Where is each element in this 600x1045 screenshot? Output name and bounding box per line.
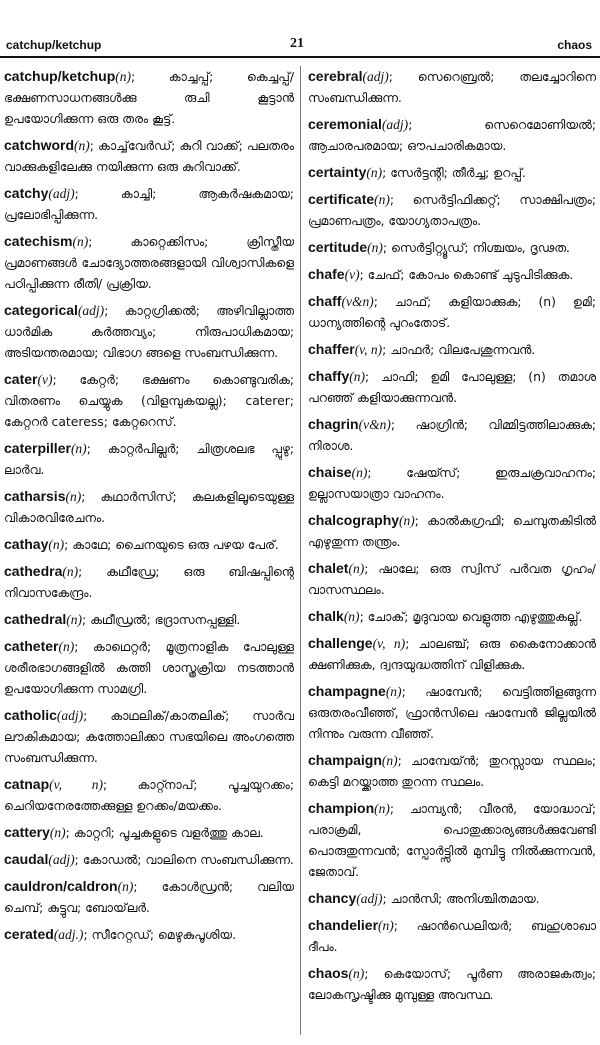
entry-definition: ; ചാഫ്; കളിയാക്കുക; (n) ഉമി; ധാന്യത്തിന്റെ പുറംതോട്. xyxy=(308,294,596,330)
entry-headword: chaff xyxy=(308,293,342,309)
entry-part-of-speech: (v, n) xyxy=(354,342,383,357)
entry-headword: catchword xyxy=(4,137,75,153)
column-divider xyxy=(300,66,301,1035)
entry-definition: ; കാറ്ററി; പൂച്ചകളുടെ വളർത്തു കാല. xyxy=(65,825,264,840)
entry-part-of-speech: (n) xyxy=(367,240,383,255)
dictionary-entry xyxy=(308,888,596,909)
entry-part-of-speech: (n) xyxy=(70,441,87,456)
entry-part-of-speech: (n) xyxy=(48,537,65,552)
dictionary-entry xyxy=(4,924,294,945)
dictionary-entry xyxy=(308,189,596,231)
entry-headword: chancy xyxy=(308,890,357,906)
entry-part-of-speech: (adj) xyxy=(381,117,409,132)
entry-part-of-speech: (n) xyxy=(381,753,398,768)
entry-headword: champaign xyxy=(308,752,382,768)
entry-part-of-speech: (v&n) xyxy=(358,417,391,432)
entry-definition: ; സെർട്ടിറ്റ്യൂഡ്; നിശ്ചയം, ദൃഢത. xyxy=(382,240,571,255)
entry-headword: ceremonial xyxy=(308,116,382,132)
dictionary-entry xyxy=(308,462,596,504)
dictionary-entry xyxy=(308,633,596,675)
entry-headword: caterpiller xyxy=(4,440,71,456)
entry-headword: chalcography xyxy=(308,512,400,528)
dictionary-entry xyxy=(308,237,596,258)
entry-part-of-speech: (adj) xyxy=(77,303,105,318)
entry-part-of-speech: (n) xyxy=(62,564,79,579)
entry-definition: ; ചോക്; മൃദുവായ വെളുത്ത എഴുത്തുകല്ല്. xyxy=(359,609,583,624)
entry-definition: ; കാൽകഗ്രഫി; ചെമ്പുതകിടിൽ എഴുതുന്ന തന്ത്രം. xyxy=(308,513,596,549)
entry-definition: ; സെറെബ്രൽ; തലച്ചോറിനെ സംബന്ധിക്കുന്ന. xyxy=(308,69,596,105)
entry-part-of-speech: (adj) xyxy=(362,69,389,84)
entry-part-of-speech: (adj) xyxy=(356,891,383,906)
entry-part-of-speech: (n) xyxy=(348,561,365,576)
dictionary-entry xyxy=(4,534,294,555)
entry-headword: champion xyxy=(308,800,375,816)
entry-headword: certainty xyxy=(308,164,367,180)
entry-part-of-speech: (n) xyxy=(74,138,90,153)
dictionary-entry xyxy=(4,849,294,870)
header-right-guideword: chaos xyxy=(557,38,592,52)
entry-headword: cathay xyxy=(4,536,49,552)
dictionary-entry xyxy=(308,681,596,744)
entry-part-of-speech: (n) xyxy=(343,609,360,624)
entry-part-of-speech: (v&n) xyxy=(341,294,374,309)
dictionary-entry xyxy=(4,369,294,432)
entry-definition: ; ചേഫ്; കോപം കൊണ്ട് ചുടുപിടിക്കുക. xyxy=(359,267,574,282)
entry-definition: ; കാച്ച്‌വേർഡ്; കുറി വാക്ക്; പലതരം വാക്കുകളിലേക്കു നയിക്കുന്ന ഒരു കുറിവാക്ക്. xyxy=(4,138,294,174)
entry-definition: ; കോൾഡ്രൻ; വലിയ ചെമ്പ്; കുട്ടുവ; ബോയ്‌ലർ. xyxy=(4,879,294,915)
entry-definition: ; ഷാൻഡെലിയർ; ബഹുശാഖാ ദീപം. xyxy=(308,918,596,954)
entry-definition: ; ചാമ്പേയ്ൻ; തുറസ്സായ സ്ഥലം; കെട്ടി മറയ്ക്കാത്ത തുറന്ന സ്ഥലം. xyxy=(308,753,596,789)
page-header xyxy=(0,0,600,58)
entry-part-of-speech: (n) xyxy=(65,489,82,504)
entry-definition: ; കേറ്റർ; ഭക്ഷണം കൊണ്ടുവരിക; വിതരണം ചെയ്യുക (വിളമ്പുകയല്ല); caterer; കേറ്ററർ cateress; കേറ്ററെസ്. xyxy=(4,372,294,429)
entry-part-of-speech: (n) xyxy=(349,369,365,384)
entry-definition: ; കഥീഡ്രേ; ഒരു ബിഷപ്പിന്റെ നിവാസകേന്ദ്രം. xyxy=(4,564,294,600)
entry-definition: ; കാറ്റഗ്രിക്കൽ; അഴിവില്ലാത്ത ധാർമിക കർത്തവ്യം; നിരുപാധികമായ; അടിയന്തരമായ; വിഭാഗ ങ്ങളെ സംബന്ധിക്കുന്ന. xyxy=(4,303,294,360)
dictionary-entry xyxy=(4,636,294,699)
entry-headword: champagne xyxy=(308,683,386,699)
entry-definition: ; കാറ്റെക്കിസം; ക്രിസ്തീയ പ്രമാണങ്ങൾ ചോദ്യോത്തരങ്ങളായി വിശ്വാസികളെ പഠിപ്പിക്കുന്ന രീതി/ പ്രക്രിയ. xyxy=(4,234,294,291)
entry-definition: ; ചാലഞ്ച്; ഒരു കൈനോക്കാൻ ക്ഷണിക്കുക, ദ്വന്ദയുദ്ധത്തിന് വിളിക്കുക. xyxy=(308,636,596,672)
entry-definition: ; സേർട്ടന്റി; തീർച്ച; ഉറപ്പ്. xyxy=(382,165,526,180)
dictionary-entry xyxy=(308,606,596,627)
entry-headword: certitude xyxy=(308,239,368,255)
entry-headword: categorical xyxy=(4,302,78,318)
entry-definition: ; ചാഫി; ഉമി പോലുള്ള; (n) തമാശ പറഞ്ഞ് കളിയാക്കുന്നവൻ. xyxy=(308,369,596,405)
dictionary-entry xyxy=(4,231,294,294)
entry-part-of-speech: (adj) xyxy=(48,186,75,201)
entry-headword: catchy xyxy=(4,185,49,201)
entry-definition: ; കാറ്റ്നാപ്; പൂച്ചയുറക്കം; ചെറിയനേരത്തേക്കുള്ള ഉറക്കം/മയക്കം. xyxy=(4,777,294,813)
dictionary-entry xyxy=(308,414,596,456)
entry-part-of-speech: (adj) xyxy=(56,708,84,723)
dictionary-entry xyxy=(308,162,596,183)
entry-definition: ; കാറ്റർപില്ലർ; ചിത്രശലഭ പ്പുഴു; ലാർവ. xyxy=(4,441,294,477)
entry-part-of-speech: (n) xyxy=(49,825,66,840)
entry-headword: catholic xyxy=(4,707,57,723)
entry-part-of-speech: (n) xyxy=(72,234,89,249)
dictionary-entry xyxy=(4,300,294,363)
entry-definition: ; കോഡൽ; വാലിനെ സംബന്ധിക്കുന്ന. xyxy=(74,852,294,867)
dictionary-entry xyxy=(4,876,294,918)
right-column xyxy=(308,66,596,1039)
entry-headword: chaffy xyxy=(308,368,350,384)
entry-definition: ; സെറെമോണിയൽ; ആചാരപരമായ; ഔപചാരികമായ. xyxy=(308,117,596,153)
entry-part-of-speech: (v, n) xyxy=(372,636,406,651)
entry-definition: ; ഷാഗ്രിൻ; വിമ്മിട്ടത്തിലാക്കുക; നിരാശ. xyxy=(308,417,596,453)
entry-definition: ; കെയോസ്; പൂർണ അരാജകത്വം; ലോകസൃഷ്ടിക്കു മുമ്പുള്ള അവസ്ഥ. xyxy=(308,966,596,1002)
entry-headword: cerated xyxy=(4,926,54,942)
dictionary-entry xyxy=(308,264,596,285)
entry-definition: ; കഥാർസിസ്; കലകളിലൂടെയുള്ള വികാരവിരേചനം. xyxy=(4,489,294,525)
entry-definition: ; കാഥലിക്/കാതലിക്; സാർവ ലൗകികമായ; കത്തോലിക്കാ സഭയിലെ അംഗത്തെ സംബന്ധിക്കുന്ന. xyxy=(4,708,294,765)
dictionary-entry xyxy=(308,798,596,882)
page-number: 21 xyxy=(290,36,304,51)
dictionary-entry xyxy=(4,561,294,603)
entry-definition: ; സെർട്ടിഫിക്കറ്റ്; സാക്ഷിപത്രം; പ്രമാണപത്രം, യോഗ്യതാപത്രം. xyxy=(308,192,596,228)
entry-part-of-speech: (v) xyxy=(37,372,53,387)
left-column xyxy=(4,66,294,1039)
dictionary-entry xyxy=(308,750,596,792)
entry-headword: cattery xyxy=(4,824,50,840)
entry-headword: cerebral xyxy=(308,68,363,84)
entry-headword: cathedra xyxy=(4,563,63,579)
dictionary-entry xyxy=(4,438,294,480)
dictionary-entry xyxy=(308,291,596,333)
entry-part-of-speech: (n) xyxy=(58,639,75,654)
entry-part-of-speech: (n) xyxy=(378,918,394,933)
entry-headword: chaise xyxy=(308,464,352,480)
entry-definition: ; കാച്ചി; ആകർഷകമായ; പ്രലോഭിപ്പിക്കുന്ന. xyxy=(4,186,294,222)
dictionary-entry xyxy=(308,558,596,600)
entry-definition: ; കാച്ചപ്പ്; കെച്ചപ്പ്/ ഭക്ഷണസാധനങ്ങൾക്കു രുചി കൂട്ടാൻ ഉപയോഗിക്കുന്ന ഒരു തരം കൂട്ട്. xyxy=(4,69,294,126)
dictionary-entry xyxy=(308,915,596,957)
dictionary-entry xyxy=(4,135,294,177)
header-left-guideword: catchup/ketchup xyxy=(6,38,102,52)
entry-part-of-speech: (n) xyxy=(117,879,134,894)
entry-definition: ; ചാഫർ; വിലപേശുന്നവൻ. xyxy=(382,342,536,357)
entry-definition: ; കാഥേ; ചൈനയുടെ ഒരു പഴയ പേര്. xyxy=(64,537,279,552)
entry-headword: catheter xyxy=(4,638,59,654)
entry-headword: cathedral xyxy=(4,611,67,627)
entry-headword: caudal xyxy=(4,851,49,867)
entry-part-of-speech: (n) xyxy=(66,612,82,627)
dictionary-entry xyxy=(4,183,294,225)
entry-part-of-speech: (adj) xyxy=(48,852,75,867)
entry-headword: catchup/ketchup xyxy=(4,68,116,84)
entry-headword: chalk xyxy=(308,608,344,624)
entry-definition: ; കഥീഡ്രൽ; ഭദ്രാസനപ്പള്ളി. xyxy=(82,612,241,627)
dictionary-entry xyxy=(308,66,596,108)
entry-definition: ; ചാമ്പ്യൻ; വീരൻ, യോദ്ധാവ്; പരാക്രമി, പൊതുക്കാര്യങ്ങൾക്കുവേണ്ടി പൊരുതുന്നവൻ; സ്പോർട്ട്സിൽ മുമ്പിട്ടു നിൽക്കുന്നവൻ, ജേതാവ്. xyxy=(308,801,596,879)
dictionary-entry xyxy=(308,339,596,360)
dictionary-entry xyxy=(4,705,294,768)
entry-headword: challenge xyxy=(308,635,373,651)
entry-headword: chaos xyxy=(308,965,349,981)
dictionary-entry xyxy=(308,366,596,408)
entry-headword: chagrin xyxy=(308,416,359,432)
entry-part-of-speech: (n) xyxy=(348,966,365,981)
entry-definition: ; ചാൻസി; അനിശ്ചിതമായ. xyxy=(382,891,540,906)
entry-headword: cater xyxy=(4,371,38,387)
entry-headword: catharsis xyxy=(4,488,66,504)
entry-part-of-speech: (v) xyxy=(344,267,360,282)
entry-headword: chalet xyxy=(308,560,349,576)
dictionary-entry xyxy=(4,822,294,843)
entry-part-of-speech: (n) xyxy=(385,684,402,699)
entry-headword: catnap xyxy=(4,776,50,792)
entry-definition: ; കാഥെറ്റർ; മൂത്രനാളിക പോലുള്ള ശരീരഭാഗങ്ങളിൽ കത്തി ശാസ്ത്രക്രിയ നടത്താൻ ഉപയോഗിക്കുന്ന സാമഗ്രി. xyxy=(4,639,294,696)
entry-headword: chandelier xyxy=(308,917,379,933)
dictionary-entry xyxy=(308,114,596,156)
dictionary-entry xyxy=(4,609,294,630)
entry-part-of-speech: (n) xyxy=(374,192,390,207)
entry-part-of-speech: (n) xyxy=(366,165,383,180)
dictionary-entry xyxy=(4,66,294,129)
entry-part-of-speech: (n) xyxy=(399,513,415,528)
entry-headword: cauldron/caldron xyxy=(4,878,118,894)
entry-definition: ; ഷേയ്സ്; ഇരുചക്രവാഹനം; ഉല്ലാസയാത്രാ വാഹനം. xyxy=(308,465,596,501)
entry-headword: chafe xyxy=(308,266,345,282)
entry-part-of-speech: (n) xyxy=(351,465,368,480)
entry-part-of-speech: (n) xyxy=(115,69,131,84)
entry-part-of-speech: (n) xyxy=(374,801,390,816)
dictionary-entry xyxy=(308,963,596,1005)
entry-headword: chaffer xyxy=(308,341,355,357)
entry-definition: ; ഷാലേ; ഒരു സ്വിസ് പർവത ഗൃഹം/ വാസസ്ഥലം. xyxy=(308,561,596,597)
entry-definition: ; ഷാമ്പേൻ; വെട്ടിത്തിളങ്ങുന്ന ഒരുതരംവീഞ്ഞ്, ഫ്രാൻസിലെ ഷാമ്പേൻ ജില്ലയിൽ നിന്നും വരുന്ന വീഞ്ഞ്. xyxy=(308,684,596,741)
dictionary-entry xyxy=(4,486,294,528)
header-rule xyxy=(0,56,600,58)
dictionary-entry xyxy=(308,510,596,552)
dictionary-entry xyxy=(4,774,294,816)
entry-part-of-speech: (adj.) xyxy=(53,927,84,942)
entry-part-of-speech: (v, n) xyxy=(49,777,103,792)
entry-headword: catechism xyxy=(4,233,73,249)
entry-definition: ; സീറേറ്റഡ്; മെഴുകുപൂശിയ. xyxy=(83,927,237,942)
entry-headword: certificate xyxy=(308,191,375,207)
